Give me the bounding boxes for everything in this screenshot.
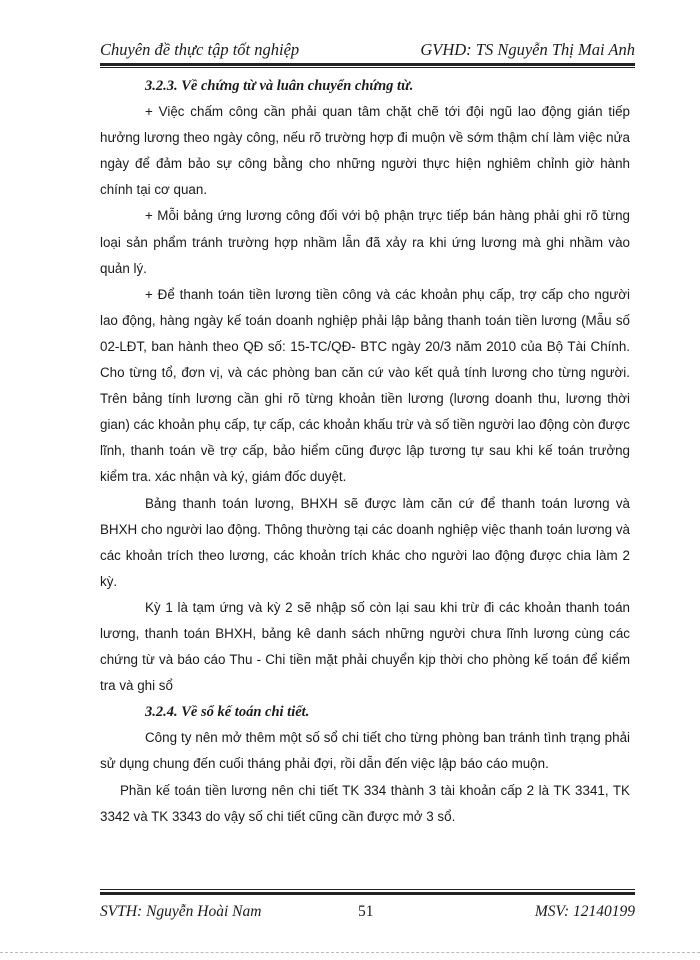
- paragraph-6: Công ty nên mở thêm một số sổ chi tiết cho từng phòng ban tránh tình trạng phải sử dụng chung đến cuối tháng phải đợi, rồi dẫn đến việc lập báo cáo muộn.: [100, 730, 630, 772]
- page-number: 51: [358, 903, 374, 920]
- paragraph-2: + Mỗi bảng ứng lương công đối với bộ phận trực tiếp bán hàng phải ghi rõ từng loại sản phẩm tránh trường hợp nhầm lẫn đã xảy ra khi ứng lương mà ghi nhầm vào quản lý.: [100, 208, 630, 276]
- paragraph-4: Bảng thanh toán lương, BHXH sẽ được làm căn cứ để thanh toán lương và BHXH cho người lao động. Thông thường tại các doanh nghiệp việc thanh toán lương và các khoản trích theo lương, các khoản trích khác cho người lao động được chia làm 2 kỳ.: [100, 495, 630, 589]
- paragraph-7: Phần kế toán tiền lương nên chi tiết TK 334 thành 3 tài khoản cấp 2 là TK 3341, TK 3342 và TK 3343 do vậy số chi tiết cũng cần được mở 3 sổ.: [100, 782, 630, 824]
- footer-rule-thick: [100, 892, 635, 895]
- page-break-line: [0, 952, 700, 953]
- footer-student: SVTH: Nguyễn Hoài Nam: [100, 903, 262, 920]
- header-rule-thin: [100, 67, 635, 68]
- page-footer: [100, 901, 635, 923]
- footer-rule-thin: [100, 889, 635, 890]
- footer-student-id: MSV: 12140199: [534, 903, 635, 920]
- header-title: Chuyên đề thực tập tốt nghiệp: [100, 40, 300, 59]
- header-advisor: GVHD: TS Nguyễn Thị Mai Anh: [420, 40, 635, 59]
- paragraph-1: + Việc chấm công cần phải quan tâm chặt chẽ tới đội ngũ lao động gián tiếp hưởng lương theo ngày công, nếu rõ trường hợp đi muộn về sớm thậm chí làm việc nửa ngày để đảm bảo sự công bằng cho những người thực hiện nghiêm chỉnh giờ hành chính tại cơ quan.: [100, 104, 630, 198]
- paragraph-5: Kỳ 1 là tạm ứng và kỳ 2 sẽ nhập số còn lại sau khi trừ đi các khoản thanh toán lương, thanh toán BHXH, bảng kê danh sách những người chưa lĩnh lương cùng các chứng từ và báo cáo Thu - Chi tiền mặt phải chuyển kịp thời cho phòng kế toán để kiểm tra và ghi sổ: [100, 599, 630, 694]
- page-body: [100, 73, 630, 830]
- page-header: [100, 38, 635, 62]
- paragraph-3: + Để thanh toán tiền lương tiền công và các khoản phụ cấp, trợ cấp cho người lao động, hàng ngày kế toán doanh nghiệp phải lập bảng thanh toán tiền lương (Mẫu số 02-LĐT, ban hành theo QĐ số: 15-TC/QĐ- BTC ngày 20/3 năm 2010 của Bộ Tài Chính. Cho từng tổ, đơn vị, và các phòng ban căn cứ vào kết quả tính lương cho từng người. Trên bảng tính lương cần ghi rõ từng khoản tiền lương (lương doanh thu, lương thời gian) các khoản phụ cấp, tự cấp, các khoản khấu trừ và số tiền người lao động còn được lĩnh, thanh toán về trợ cấp, bảo hiểm cũng được lập tương tự sau khi kế toán trưởng kiểm tra. xác nhận và ký, giám đốc duyệt.: [100, 286, 630, 485]
- section-heading-3-2-4: 3.2.4. Về sổ kế toán chi tiết.: [145, 704, 310, 721]
- section-heading-3-2-3: 3.2.3. Về chứng từ và luân chuyển chứng từ.: [145, 78, 414, 94]
- header-rule-thick: [100, 63, 635, 66]
